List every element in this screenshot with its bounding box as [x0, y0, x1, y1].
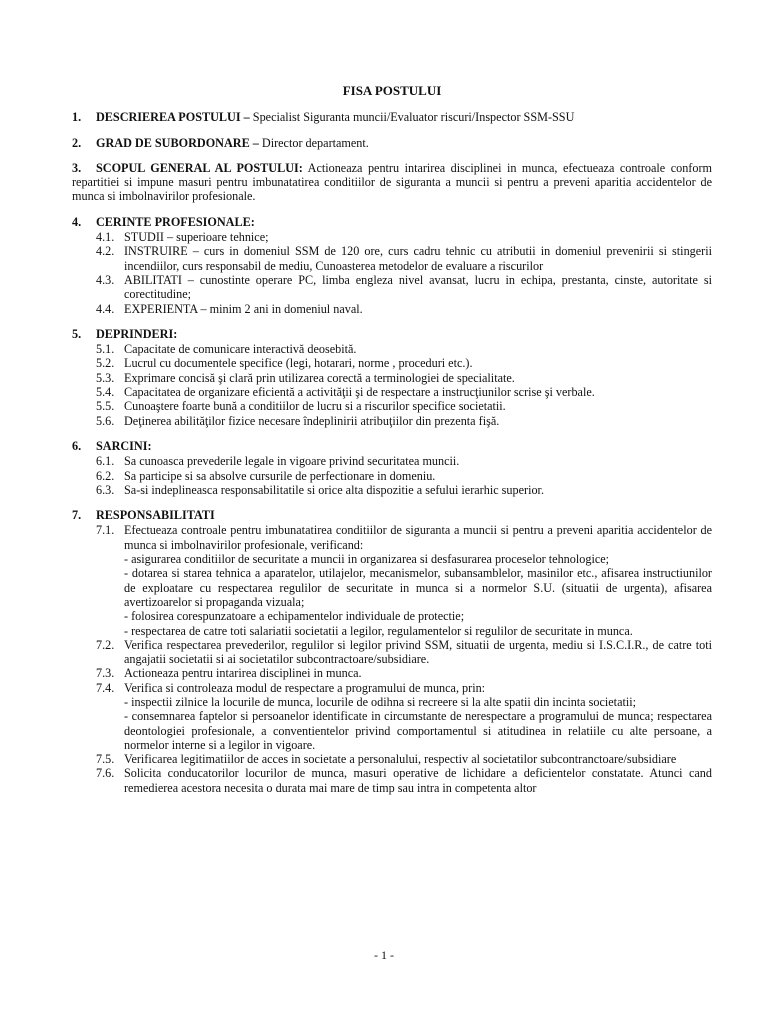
section-text: Specialist Siguranta muncii/Evaluator riscuri/Inspector SSM-SSU	[252, 110, 575, 125]
list-item: 7.3. Actioneaza pentru intarirea disciplinei in munca.	[96, 666, 362, 681]
section-text: Actioneaza pentru intarirea disciplinei in munca, efectueaza controale conform repartitiei si impune masuri pentru imbunatatirea conditiilor de siguranta a muncii si pentru a preveni aparitia accidentelor de munca si imbolnavirilor profesionale.	[72, 160, 712, 204]
section-description	[72, 110, 712, 124]
list-item: 4.4. EXPERIENTA – minim 2 ani in domeniul naval.	[96, 301, 363, 316]
section-number: 4.	[72, 214, 82, 229]
item-list	[96, 454, 712, 497]
section-number: 5.	[72, 326, 82, 341]
section-heading: DESCRIEREA POSTULUI –	[96, 110, 250, 125]
list-item: 5.5. Cunoaştere foarte bună a conditiilor de lucru si a riscurilor specifice societatii.	[96, 399, 506, 414]
sub-item: - consemnarea faptelor si persoanelor identificate in circumstante de nerespectare a programului de munca; respectarea deontologiei profesionale, a conventientelor privind comportamentul si atitudinea in relatiile cu alte persoane, a normelor interne si a legilor in vigoare.	[124, 709, 712, 752]
section-requirements	[72, 215, 712, 316]
list-item: 4.2. INSTRUIRE – curs in domeniul SSM de 120 ore, curs cadru tehnic cu atributii in domeniul prevenirii si stingerii incendiilor, curs responsabil de mediu, Cunoasterea metodelor de evaluare a riscurilor	[96, 244, 712, 273]
section-heading: RESPONSABILITATI	[96, 508, 215, 523]
list-item: 6.2. Sa participe si sa absolve cursurile de perfectionare in domeniu.	[96, 468, 436, 483]
section-skills	[72, 327, 712, 428]
list-item: 7.4. Verifica si controleaza modul de respectare a programului de munca, prin: - inspectii zilnice la locurile de munca, locurile de odihna si recreere si la alte spatii din incinta societatii; - consemnarea faptelor si persoanelor identificate in circumstante de nerespectare a programului de munca; respectarea deontologiei profesionale, a conventientelor privind comportamentul si atitudinea in relatiile cu alte persoane, a normelor interne si a legilor in vigoare.	[96, 680, 712, 752]
section-scope	[72, 161, 712, 204]
list-item: 6.3. Sa-si indeplineasca responsabilitatile si orice alta dispozitie a sefului ierarhic superior.	[96, 482, 544, 497]
item-list	[96, 342, 712, 428]
list-item: 6.1. Sa cunoasca prevederile legale in vigoare privind securitatea muncii.	[96, 454, 460, 469]
section-number: 6.	[72, 438, 82, 453]
sub-item: - asigurarea conditiilor de securitate a muncii in organizarea si desfasurarea proceselor tehnologice;	[124, 552, 610, 567]
sub-item: - inspectii zilnice la locurile de munca, locurile de odihna si recreere si la alte spatii din incinta societatii;	[124, 694, 637, 709]
item-list	[96, 523, 712, 795]
list-item: 4.3. ABILITATI – cunostinte operare PC, limba engleza nivel avansat, lucru in echipa, prestanta, cinste, autoritate si corectitudine;	[96, 272, 712, 302]
section-heading: CERINTE PROFESIONALE:	[96, 214, 255, 229]
item-list	[96, 230, 712, 316]
section-responsibilities	[72, 508, 712, 795]
section-number: 2.	[72, 135, 82, 150]
sub-item: - dotarea si starea tehnica a aparatelor, utilajelor, mecanismelor, subansamblelor, masinilor etc., afisarea instructiunilor de exploatare cu respectarea regulilor de securitate in munca si a normelor S.U. (situatii de urgenta), afisarea avertizoarelor si propaganda vizuala;	[124, 566, 712, 609]
section-number: 1.	[72, 110, 82, 125]
list-item: 5.1. Capacitate de comunicare interactivă deosebită.	[96, 342, 357, 357]
list-item: 4.1. STUDII – superioare tehnice;	[96, 230, 269, 245]
list-item: 7.6. Solicita conducatorilor locurilor de munca, masuri operative de lichidare a deficientelor constatate. Atunci cand remedierea acestora necesita o durata mai mare de timp sau intra in competenta altor	[96, 766, 712, 795]
document-title: FISA POSTULUI	[342, 83, 442, 98]
list-item: 5.4. Capacitatea de organizare eficientă a activităţii şi de respectare a instrucţiunilor scrise şi verbale.	[96, 385, 595, 400]
section-number: 7.	[72, 508, 82, 523]
list-item: 5.2. Lucrul cu documentele specifice (legi, hotarari, norme , proceduri etc.).	[96, 356, 473, 371]
page-number: - 1 -	[374, 948, 394, 962]
section-heading: SCOPUL GENERAL AL POSTULUI:	[96, 160, 303, 175]
document-page	[72, 84, 712, 806]
section-heading: DEPRINDERI:	[96, 326, 178, 341]
section-subordination	[72, 136, 712, 150]
section-heading: GRAD DE SUBORDONARE –	[96, 135, 259, 150]
sub-item: - respectarea de catre toti salariatii societatii a legilor, regulamentelor si regulilor de securitate in munca.	[124, 623, 633, 638]
list-item: 5.3. Exprimare concisă şi clară prin utilizarea corectă a terminologiei de specialitate.	[96, 370, 515, 385]
list-item: 7.2. Verifica respectarea prevederilor, regulilor si legilor privind SSM, situatii de urgenta, mediu si I.S.C.I.R., de catre toti angajatii societatii si ai societatilor subcontractoare/subsidiare.	[96, 637, 712, 667]
section-text: Director departament.	[261, 135, 369, 150]
section-number: 3.	[72, 160, 82, 175]
section-tasks	[72, 439, 712, 497]
sub-item: - folosirea corespunzatoare a echipamentelor individuale de protectie;	[124, 609, 465, 624]
list-item: 5.6. Deţinerea abilităţilor fizice necesare îndeplinirii atribuţiilor din prezenta fişă.	[96, 413, 500, 428]
list-item: 7.1. Efectueaza controale pentru imbunatatirea conditiilor de siguranta a muncii si pentru a preveni aparitia accidentelor de munca si imbolnavirilor profesionale, verificand: - asigurarea conditiilor de securitate a muncii in organizarea si desfasurarea proceselor tehnologice; - dotarea si starea tehnica a aparatelor, utilajelor, mecanismelor, subansamblelor, masinilor etc., afisarea instructiunilor de exploatare cu respectarea regulilor de securitate in munca si a normelor S.U. (situatii de urgenta), afisarea avertizoarelor si propaganda vizuala; - folosirea corespunzatoare a echipamentelor individuale de protectie; - respectarea de catre toti salariatii societatii a legilor, regulamentelor si regulilor de securitate in munca.	[96, 523, 712, 638]
list-item: 7.5. Verificarea legitimatiilor de acces in societate a personalului, respectiv al societatilor subcontranctoare/subsidiare	[96, 752, 677, 767]
section-heading: SARCINI:	[96, 438, 152, 453]
